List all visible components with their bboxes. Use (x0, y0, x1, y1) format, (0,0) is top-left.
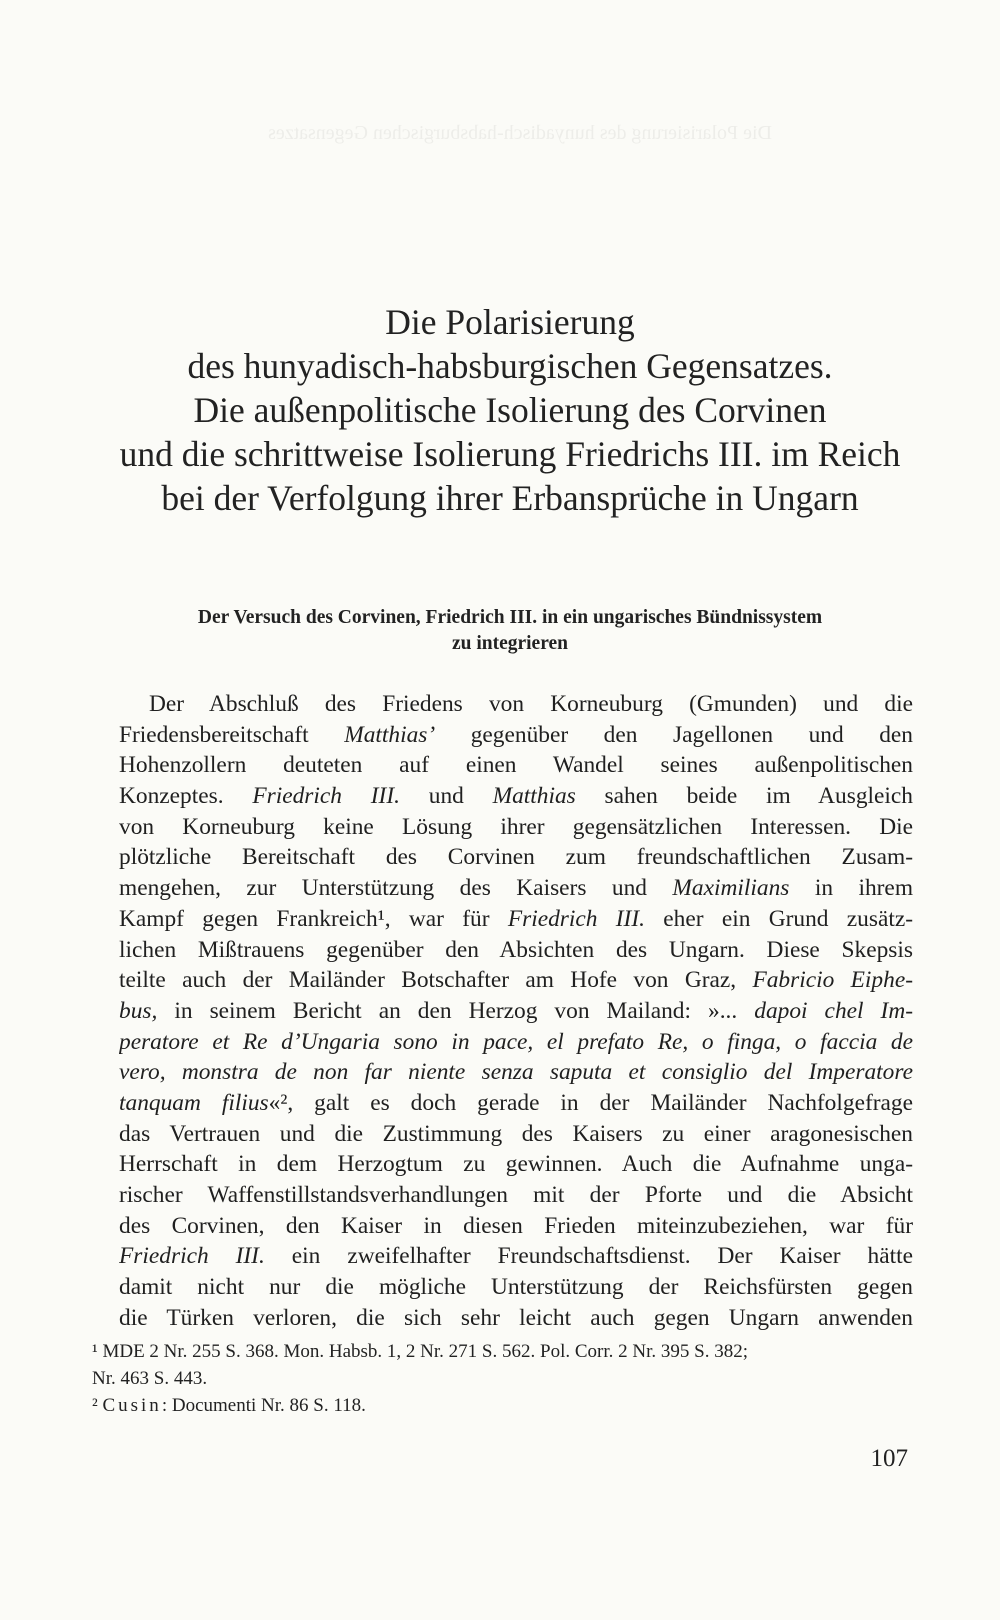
footnote-text: : Documenti Nr. 86 S. 118. (161, 1395, 366, 1416)
body-italic-run: tanquam filius (119, 1089, 269, 1116)
body-text-run: Hohenzollern deuteten auf einen Wandel seines außenpolitischen (119, 752, 913, 779)
body-text (119, 689, 913, 1333)
body-text-run: damit nicht nur die mögliche Unterstützung der Reichsfürsten gegen (119, 1274, 913, 1301)
body-line (119, 689, 913, 720)
body-text-run: in ihrem (789, 875, 913, 902)
body-text-run: die Türken verloren, die sich sehr leicht auch gegen Ungarn anwenden (119, 1304, 913, 1331)
chapter-title-line: Die Polarisierung (385, 302, 635, 342)
body-line (119, 1241, 913, 1272)
chapter-title (100, 300, 920, 520)
body-italic-run: Friedrich III. (252, 783, 400, 810)
body-line (119, 1180, 913, 1211)
body-line (119, 842, 913, 873)
footnote-1-continued (92, 1365, 914, 1392)
bleed-through-header: Die Polarisierung des hunyadisch-habsburgischen Gegensatzes (268, 122, 772, 144)
body-line (119, 965, 913, 996)
page-number: 107 (870, 1445, 908, 1472)
body-text-run: ein zweifelhafter Freundschaftsdienst. Der Kaiser hätte (264, 1243, 913, 1270)
body-line (119, 812, 913, 843)
body-text-run: das Vertrauen und die Zustimmung des Kaisers zu einer aragonesischen (119, 1120, 913, 1147)
body-line (119, 1088, 913, 1119)
body-line (119, 1149, 913, 1180)
body-text-run: Kampf gegen Frankreich¹, war für (119, 905, 508, 932)
body-text-run: plötzliche Bereitschaft des Corvinen zum freundschaftlichen Zusam- (119, 844, 913, 871)
body-line (119, 1303, 913, 1334)
body-text-run: lichen Mißtrauens gegenüber den Absichten des Ungarn. Diese Skepsis (119, 936, 913, 963)
body-line (119, 750, 913, 781)
body-line (119, 904, 913, 935)
body-italic-run: Fabricio Eiphe- (752, 967, 913, 994)
body-line (119, 1272, 913, 1303)
footnote-2 (92, 1392, 914, 1419)
body-text-run: Herrschaft in dem Herzogtum zu gewinnen. Auch die Aufnahme unga- (119, 1151, 913, 1178)
body-line (119, 1211, 913, 1242)
body-italic-run: Matthias’ (344, 721, 436, 748)
body-italic-run: Friedrich III. (119, 1243, 265, 1270)
body-italic-run: dapoi chel Im- (754, 997, 913, 1024)
body-italic-run: bus, (119, 997, 158, 1024)
footnote-1 (92, 1338, 914, 1365)
section-heading (110, 605, 910, 657)
body-text-run: und (399, 783, 493, 810)
body-line (119, 935, 913, 966)
body-line (119, 996, 913, 1027)
body-text-run: rischer Waffenstillstandsverhandlungen mit der Pforte und die Absicht (119, 1182, 913, 1208)
body-italic-run: vero, monstra de non far niente senza saputa et consiglio del Imperatore (119, 1059, 913, 1086)
body-line (119, 720, 913, 751)
section-heading-line: zu integrieren (451, 633, 569, 654)
body-text-run: mengehen, zur Unterstützung des Kaisers und (119, 875, 673, 902)
body-line (119, 1119, 913, 1150)
body-text-run: «², galt es doch gerade in der Mailänder Nachfolgefrage (268, 1089, 913, 1116)
body-text-run: Konzeptes. (119, 783, 253, 810)
chapter-title-line: und die schrittweise Isolierung Friedrichs III. im Reich (119, 434, 901, 474)
body-italic-run: Matthias (492, 783, 576, 810)
body-text-run: von Korneuburg keine Lösung ihrer gegensätzlichen Interessen. Die (119, 813, 913, 840)
body-italic-run: Friedrich III. (507, 905, 645, 932)
footnotes (92, 1338, 914, 1419)
body-text-run: des Corvinen, den Kaiser in diesen Frieden miteinzubeziehen, war für (119, 1212, 913, 1239)
section-heading-line: Der Versuch des Corvinen, Friedrich III. in ein ungarisches Bündnissystem (197, 607, 823, 628)
body-text-run: teilte auch der Mailänder Botschafter am Hofe von Graz, (119, 967, 753, 994)
body-line (119, 1027, 913, 1058)
footnote-marker: ² (92, 1395, 98, 1416)
body-line (119, 873, 913, 904)
body-line (119, 781, 913, 812)
body-text-run: sahen beide im Ausgleich (575, 783, 913, 810)
body-text-run: eher ein Grund zusätz- (644, 905, 913, 932)
body-text-run: Friedensbereitschaft (119, 721, 345, 748)
body-italic-run: Maximilians (672, 875, 790, 902)
body-text-run: Der Abschluß des Friedens von Korneuburg (Gmunden) und die (149, 691, 913, 717)
chapter-title-line: bei der Verfolgung ihrer Erbansprüche in Ungarn (161, 478, 859, 518)
chapter-title-line: des hunyadisch-habsburgischen Gegensatzes. (187, 346, 833, 386)
footnote-marker: ¹ (92, 1341, 98, 1362)
body-text-run: in seinem Bericht an den Herzog von Mailand: »... (157, 997, 755, 1024)
body-italic-run: peratore et Re d’Ungaria sono in pace, el prefato Re, o finga, o faccia de (119, 1028, 913, 1055)
chapter-title-line: Die außenpolitische Isolierung des Corvinen (193, 390, 827, 430)
footnote-text: Nr. 463 S. 443. (92, 1368, 208, 1389)
footnote-text: MDE 2 Nr. 255 S. 368. Mon. Habsb. 1, 2 Nr. 271 S. 562. Pol. Corr. 2 Nr. 395 S. 382; (102, 1341, 748, 1362)
body-line (119, 1057, 913, 1088)
footnote-author: Cusin (102, 1395, 162, 1416)
body-text-run: gegenüber den Jagellonen und den (435, 721, 913, 748)
